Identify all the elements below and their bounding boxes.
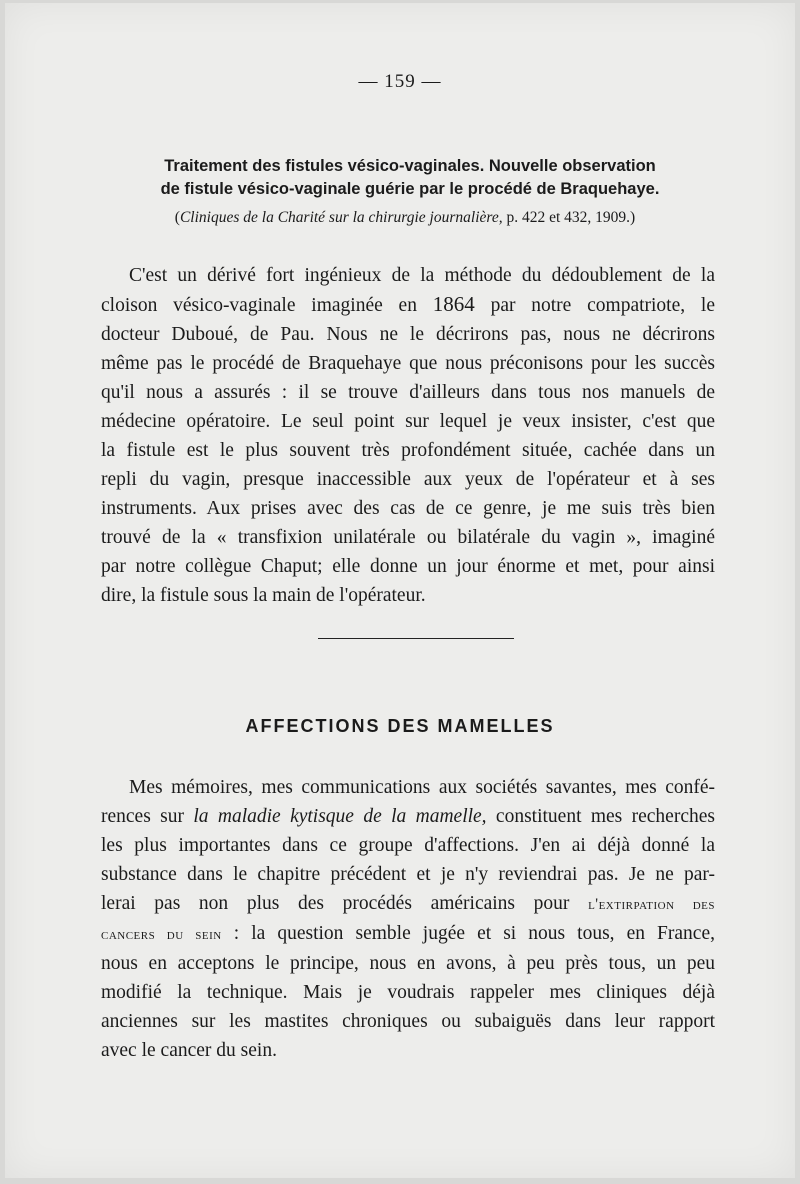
paragraph-line: substance dans le chapitre précédent et je n'y reviendrai pas. Je ne par- [101,864,715,885]
document-page [5,3,795,1178]
year-1864: 1864 [432,292,475,316]
paragraph-line: la fistule est le plus souvent très profondément située, cachée dans un [101,440,715,461]
paragraph-line: médecine opératoire. Le seul point sur lequel je veux insister, c'est que [101,411,715,432]
small-caps-term: cancers du sein [101,926,222,943]
paragraph-line: par notre collègue Chaput; elle donne un jour énorme et met, pour ainsi [101,556,715,577]
paragraph-line: trouvé de la « transfixion unilatérale ou bilatérale du vagin », imaginé [101,527,715,548]
paragraph-line: rences sur la maladie kytisque de la mamelle, constituent mes recherches [101,806,715,827]
paragraph-line: repli du vagin, presque inaccessible aux yeux de l'opérateur et à ses [101,469,715,490]
citation [100,209,710,227]
paragraph-line: avec le cancer du sein. [101,1040,277,1061]
paragraph-line: anciennes sur les mastites chroniques ou subaiguës dans leur rapport [101,1011,715,1032]
paragraph-line: même pas le procédé de Braquehaye que nous préconisons pour les succès [101,353,715,374]
paragraph-line: Mes mémoires, mes communications aux sociétés savantes, mes confé- [129,777,715,798]
small-caps-term: l'extirpation des [588,896,715,913]
paragraph-line: cloison vésico-vaginale imaginée en 1864 par notre compatriote, le [101,292,715,316]
paragraph-line: instruments. Aux prises avec des cas de ce genre, je me suis très bien [101,498,715,519]
article-title [100,155,720,201]
section-paragraph [101,773,715,1065]
citation-source: Cliniques de la Charité sur la chirurgie journalière, [179,209,503,226]
paragraph-line: dire, la fistule sous la main de l'opérateur. [101,585,426,606]
citation-open: ( [174,209,180,226]
page-number: — 159 — [358,71,442,92]
paragraph-line: C'est un dérivé fort ingénieux de la méthode du dédoublement de la [129,265,715,286]
article-paragraph [101,261,715,610]
section-divider [318,638,514,639]
paragraph-line: lerai pas non plus des procédés américains pour l'extirpation des [101,893,715,914]
article-title-line-1: Traitement des fistules vésico-vaginales. Nouvelle observation [164,157,656,175]
paragraph-line: docteur Duboué, de Pau. Nous ne le décrirons pas, nous ne décrirons [101,324,715,345]
article-title-line-2: de fistule vésico-vaginale guérie par le procédé de Braquehaye. [160,180,660,198]
kytisque-title: la maladie kytisque de la mamelle, [193,806,487,827]
paragraph-line: les plus importantes dans ce groupe d'affections. J'en ai déjà donné la [101,835,715,856]
section-title: AFFECTIONS DES MAMELLES [245,716,555,736]
paragraph-line: modifié la technique. Mais je voudrais rappeler mes cliniques déjà [101,982,715,1003]
paragraph-line: cancers du sein : la question semble jugée et si nous tous, en France, [101,923,715,944]
paragraph-line: qu'il nous a assurés : il se trouve d'ailleurs dans tous nos manuels de [101,382,715,403]
paragraph-line: nous en acceptons le principe, nous en avons, à peu près tous, un peu [101,953,715,974]
citation-pages: p. 422 et 432, 1909.) [502,209,636,226]
